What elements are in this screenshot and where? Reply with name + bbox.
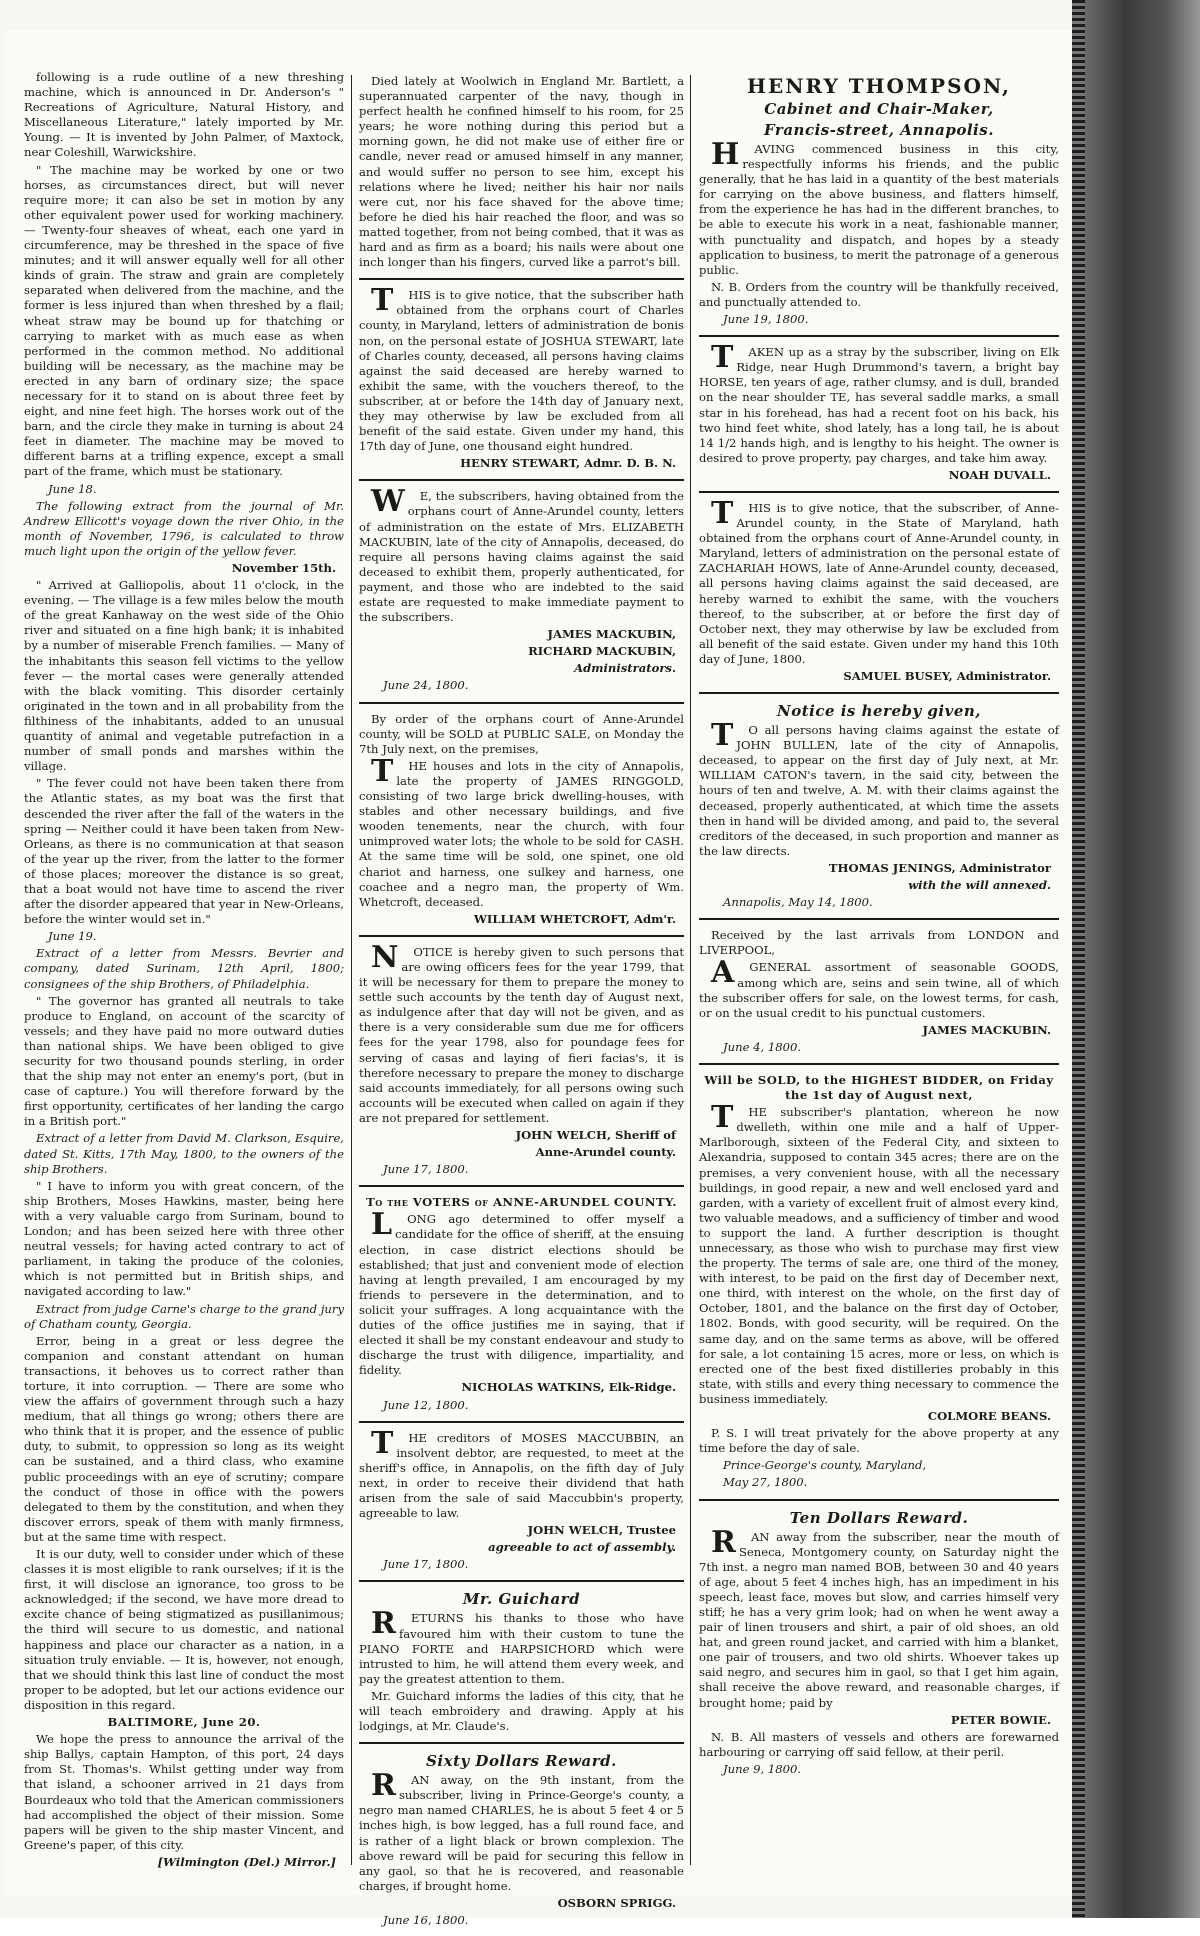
- threshing-machine-description: " The machine may be worked by one or two horses, as circumstances direct, but will never require more; it can also be set in motion by any other equivalent power used for working machinery. — Twenty-four sheaves of wheat, each one yard in circumference, may be threshed in the space of five minutes; and it will answer equally well for all other kinds of grain. The straw and grain are completely separated when delivered from the machine, and the former is less injured than when threshed by a flail; wheat straw may be bound up for thatching or carrying to market with as much ease as when performed in the common method. No additional building will be necessary, as the machine may be erected in any barn of ordinary size; the space necessary for it to stand on is about three feet by eight, and nine feet high. The horses work out of the barn, and the circle they make in turning is about 24 feet in diameter. The machine may be moved to different barns at a trifling expence, except a small part of the frame, which must be stationary.: [24, 162, 344, 479]
- bullen-date: Annapolis, May 14, 1800.: [723, 895, 873, 910]
- reward-text: RAN away, on the 9th instant, from the subscriber, living in Prince-George's county, a negro man named CHARLES, he is about 5 feet 4 or 5 inches high, is bow legged, has a full round face, and is rather of a light black or brown complexion. The above reward will be paid for securing this fellow in any gaol, so that he is recovered, and reasonable charges, if brought home.: [359, 1768, 684, 1893]
- plantation-text: THE subscriber's plantation, whereon he now dwelleth, within one mile and a half of Upper-Marlborough, sixteen of the Federal City, and sixteen to Alexandria, supposed to contain 345 acres; there are on the premises, a very convenient house, with all the necessary buildings, in good repair, a new and well enclosed yard and garden, with a variety of excellent fruit of almost every kind, two valuable meadows, and a sufficiency of timber and wood to support the land. A further description is thought unnecessary, as those who wish to purchase may first view the property. The terms of sale are, one third of the money, with interest, to be paid on the first day of December next, one third, with interest on the whole, on the first day of October, 1801, and the balance on the first day of October, 1802. Bonds, with good security, will be required. On the same day, and on the same terms as above, will be offered for sale, a lot containing 15 acres, more or less, on which is erected one of the best fixed distilleries probably in this state, with stills and every thing necessary to commence the business immediately.: [699, 1100, 1059, 1406]
- mackubin-date: June 24, 1800.: [383, 678, 469, 693]
- mackubin-role: Administrators.: [574, 661, 676, 676]
- letter-heading: Extract of a letter from David M. Clarkson, Esquire, dated St. Kitts, 17th May, 1800, to the owners of the ship Brothers.: [24, 1131, 344, 1176]
- guichard-notice: [359, 1586, 684, 1744]
- source-credit: [Wilmington (Del.) Mirror.]: [157, 1854, 336, 1869]
- thompson-address: Francis-street, Annapolis.: [764, 121, 994, 139]
- newspaper-page: [4, 30, 1074, 1928]
- voters-heading: To the VOTERS of ANNE-ARUNDEL COUNTY.: [366, 1195, 677, 1210]
- mackubin-estate-notice: [359, 485, 684, 703]
- stewart-signature: HENRY STEWART, Admr. D. B. N.: [460, 456, 676, 471]
- ten-dollars-reward-notice: [699, 1505, 1059, 1786]
- hows-estate-notice: [699, 497, 1059, 694]
- column-notices: [359, 70, 684, 1928]
- mackubin-signature: JAMES MACKUBIN,: [547, 627, 676, 642]
- column-advertisements: [699, 70, 1059, 1880]
- letter-heading: Extract of a letter from Messrs. Bevrier and company, dated Surinam, 12th April, 1800; consignees of the ship Brothers, of Philadelphia.: [24, 946, 344, 991]
- sheriff-fees-notice: [359, 941, 684, 1187]
- dateline: June 19.: [48, 929, 97, 944]
- death-notice: [359, 70, 684, 280]
- threshing-machine-text: following is a rude outline of a new threshing machine, which is announced in Dr. Anderson's " Recreations of Agriculture, Natural History, and Miscellaneous Literature," lately imported by Mr. Young. — It is invented by John Palmer, of Maxtock, near Coleshill, Warwickshire.: [24, 70, 344, 160]
- plantation-postscript: P. S. I will treat privately for the above property at any time before the day of sale.: [699, 1426, 1059, 1456]
- goods-advertisement: [699, 924, 1059, 1065]
- article-intro: The following extract from the journal of Mr. Andrew Ellicott's voyage down the river Ohio, in the month of November, 1796, is calculated to throw much light upon the origin of the yellow fever.: [24, 498, 344, 558]
- goods-signature: JAMES MACKUBIN.: [922, 1022, 1051, 1037]
- reward-note: N. B. All masters of vessels and others are forewarned harbouring or carrying off said fellow, at their peril.: [699, 1729, 1059, 1759]
- goods-date: June 4, 1800.: [723, 1039, 802, 1054]
- sale-text: THE houses and lots in the city of Annapolis, late the property of JAMES RINGGOLD, consisting of two large brick dwelling-houses, with stables and other necessary buildings, and five wooden tenements, near the church, with four unimproved water lots; the whole to be sold for CASH. At the same time will be sold, one spinet, one old chariot and harness, one sulkey and harness, one coachee and a negro man, the property of Wm. Whetcroft, deceased.: [359, 753, 684, 909]
- sale-signature: WILLIAM WHETCROFT, Adm'r.: [473, 911, 676, 926]
- stray-horse-notice: [699, 341, 1059, 493]
- mackubin-signature: RICHARD MACKUBIN,: [528, 644, 676, 659]
- creditors-date: June 17, 1800.: [383, 1557, 469, 1572]
- guichard-text: RETURNS his thanks to those who have favoured him with their custom to tune the PIANO FORTE and HARPSICHORD which were intrusted to him, he will attend them every week, and pay the greatest attention to them.: [359, 1606, 684, 1686]
- goods-intro: Received by the last arrivals from LONDON and LIVERPOOL,: [699, 928, 1059, 958]
- creditors-signature: agreeable to act of assembly.: [488, 1540, 676, 1555]
- voters-signature: NICHOLAS WATKINS, Elk-Ridge.: [461, 1380, 676, 1395]
- reward-date: June 9, 1800.: [723, 1761, 802, 1776]
- reward-signature: PETER BOWIE.: [950, 1712, 1051, 1727]
- reward-date: June 16, 1800.: [383, 1913, 469, 1928]
- charge-heading: Extract from judge Carne's charge to the grand jury of Chatham county, Georgia.: [24, 1301, 344, 1331]
- baltimore-heading: BALTIMORE, June 20.: [107, 1715, 261, 1730]
- thompson-note: N. B. Orders from the country will be thankfully received, and punctually attended to.: [699, 279, 1059, 309]
- guichard-text: Mr. Guichard informs the ladies of this city, that he will teach embroidery and drawing. Apply at his lodgings, at Mr. Claude's.: [359, 1688, 684, 1734]
- hows-estate-text: THIS is to give notice, that the subscriber, of Anne-Arundel county, in the State of Maryland, hath obtained from the orphans court of Anne-Arundel county, in Maryland, letters of administration on the personal estate of ZACHARIAH HOWS, late of Anne-Arundel county, deceased, all persons having claims against the said deceased, are hereby warned to exhibit the same, with the vouchers thereof, to the subscriber, at or before the first day of October next, they may otherwise by law be excluded from all benefit of the said estate. Given under my hand this 10th day of June, 1800.: [699, 495, 1059, 666]
- bullen-signature: with the will annexed.: [908, 878, 1051, 893]
- journal-text: " Arrived at Galliopolis, about 11 o'clock, in the evening. — The village is a few miles below the mouth of the great Kanhaway on the west side of the Ohio river and situated on a fine high bank; it is inhabited by a number of miserable French families. — Many of the inhabitants this season fell victims to the yellow fever — the mortal cases were generally attended with the black vomiting. This disorder certainly originated in the town and in all probability from the filthiness of the inhabitants, added to an unusual quantity of animal and vegetable putrefaction in a number of small ponds and marshes within the village.: [24, 578, 344, 774]
- reward-text: RAN away from the subscriber, near the mouth of Seneca, Montgomery county, on Saturday night the 7th inst. a negro man named BOB, between 30 and 40 years of age, about 5 feet 4 inches high, has an impediment in his speech, least face, moves but slow, and carries himself very stiff; he has a very grim look; had on when he went away a pair of linen trousers and shirt, a pair of old shoes, an old hat, and green round jacket, and carried with him a blanket, one pair of trousers, and two old shirts. Whoever takes up said negro, and secures him in gaol, so that I get him again, shall receive the above reward, and reasonable charges, if brought home; paid by: [699, 1524, 1059, 1710]
- reward-heading: Sixty Dollars Reward.: [426, 1752, 617, 1771]
- guichard-heading: Mr. Guichard: [462, 1590, 581, 1609]
- letter-text: " The governor has granted all neutrals to take produce to England, on account of the scarcity of vessels; and they have paid no more outward duties than national ships. We have been obliged to give security for two thousand pounds sterling, in order that the ship may not enter an enemy's port, (but in case of capture.) You will therefore forward by the first opportunity, certificates of her landing the cargo in a British port.": [24, 993, 344, 1129]
- bullen-text: TO all persons having claims against the estate of JOHN BULLEN, late of the city of Annapolis, deceased, to appear on the first day of July next, at Mr. WILLIAM CATON's tavern, in the said city, between the hours of ten and twelve, A. M. with their claims against the deceased, properly authenticated, at which time the assets then in hand will be divided among, and paid to, the several creditors of the deceased, in such proportion and manner as the law directs.: [699, 718, 1059, 858]
- stewart-notice-text: THIS is to give notice, that the subscriber hath obtained from the orphans court of Charles county, in Maryland, letters of administration de bonis non, on the personal estate of JOSHUA STEWART, late of Charles county, deceased, all persons having claims against the said deceased are hereby warned to exhibit the same, with the vouchers thereof, to the subscriber, at or before the 14th day of January next, they may otherwise by law be excluded from all benefit of the said estate. Given under my hand, this 17th day of June, one thousand eight hundred.: [359, 283, 684, 454]
- sheriff-signature: Anne-Arundel county.: [535, 1145, 676, 1160]
- plantation-sale-notice: [699, 1069, 1059, 1501]
- bullen-signature: THOMAS JENINGS, Administrator: [828, 860, 1051, 875]
- creditors-signature: JOHN WELCH, Trustee: [527, 1523, 676, 1538]
- goods-text: AGENERAL assortment of seasonable GOODS, among which are, seins and sein twine, all of which the subscriber offers for sale, on the lowest terms, for cash, or on the usual credit to his punctual customers.: [699, 955, 1059, 1020]
- journal-date: November 15th.: [231, 561, 336, 575]
- voters-notice: [359, 1191, 684, 1422]
- plantation-heading: Will be SOLD, to the HIGHEST BIDDER, on Friday the 1st day of August next,: [704, 1072, 1054, 1103]
- reward-heading: Ten Dollars Reward.: [789, 1508, 969, 1527]
- voters-date: June 12, 1800.: [383, 1397, 469, 1412]
- plantation-signature: COLMORE BEANS.: [927, 1409, 1051, 1424]
- ringgold-sale-notice: [359, 708, 684, 937]
- book-spine: [1085, 0, 1200, 1918]
- sheriff-date: June 17, 1800.: [383, 1162, 469, 1177]
- column-rule: [351, 75, 352, 1865]
- stray-horse-text: TAKEN up as a stray by the subscriber, living on Elk Ridge, near Hugh Drummond's tavern, a bright bay HORSE, ten years of age, rather clumsy, and is dull, branded on the near shoulder TE, has several saddle marks, a small star in his forehead, has had a recent foot on his back, his two hind feet white, shod lately, has a long tail, he is about 14 1/2 hands high, and is lengthy to his height. The owner is desired to prove property, pay charges, and take him away.: [699, 340, 1059, 465]
- plantation-location: Prince-George's county, Maryland,: [723, 1458, 927, 1473]
- bullen-heading: Notice is hereby given,: [776, 702, 981, 721]
- stewart-notice: [359, 284, 684, 481]
- letter-text: " I have to inform you with great concern, of the ship Brothers, Moses Hawkins, master, being here with a very valuable cargo from Surinam, bound to London; and has been seized here with three other neutral vessels; for having acted contrary to act of parliament, in taking the produce of the colonies, which is not permitted but in British ships, and navigated according to law.": [24, 1178, 344, 1299]
- thompson-text: HAVING commenced business in this city, respectfully informs his friends, and the public generally, that he has laid in a quantity of the best materials for carrying on the above business, and flatters himself, from the experience he has had in the different branches, to be able to execute his work in a neat, fashionable manner, with punctuality and dispatch, and hopes by a steady application to business, to merit the patronage of a generous public.: [699, 137, 1059, 277]
- column-news: [24, 70, 344, 1880]
- charge-text: It is our duty, well to consider under which of these classes it is most eligible to rank ourselves; if it is the first, it will disclose an ignorance, too gross to be acknowledged; if the second, we have more dread to excite chance of being stigmatized as pusillanimous; the third will secure to us domestic, and national happiness and place our character as a nation, in a situation truly enviable. — It is, however, not enough, that we should think this last line of conduct the most proper to be adopted, but let our actions evidence our disposition in this regard.: [24, 1547, 344, 1712]
- death-notice-text: Died lately at Woolwich in England Mr. Bartlett, a superannuated carpenter of the navy, though in perfect health he confined himself to his room, for 25 years; he wore nothing during this period but a morning gown, he did not make use of either fire or candle, never read or amused himself in any manner, and would suffer no person to see him, except his relations where he lived; neither his hair nor nails were cut, nor his face shaved for the above time; before he died his hair reached the floor, and was so matted together, from not being combed, that it was as hard and as firm as a board; his nails were about one inch longer than his fingers, curved like a parrot's bill.: [359, 74, 684, 270]
- creditors-notice: [359, 1427, 684, 1583]
- thompson-date: June 19, 1800.: [723, 312, 809, 327]
- thompson-advertisement: [699, 70, 1059, 337]
- mackubin-notice-text: WE, the subscribers, having obtained from the orphans court of Anne-Arundel county, letters of administration on the estate of Mrs. ELIZABETH MACKUBIN, late of the city of Annapolis, deceased, do require all persons having claims against the said deceased to exhibit them, properly authenticated, for payment, and those who are indebted to the said estate are requested to make immediate payment to the subscribers.: [359, 484, 684, 625]
- reward-signature: OSBORN SPRIGG.: [557, 1895, 676, 1910]
- creditors-text: THE creditors of MOSES MACCUBBIN, an insolvent debtor, are requested, to meet at the sheriff's office, in Annapolis, on the fifth day of July next, in order to receive their dividend that hath arisen from the sale of said Maccubbin's property, agreeable to law.: [359, 1425, 684, 1521]
- thompson-trade: Cabinet and Chair-Maker,: [764, 100, 994, 118]
- column-rule: [690, 75, 691, 1865]
- sheriff-signature: JOHN WELCH, Sheriff of: [515, 1128, 676, 1142]
- page-edge: [1072, 0, 1086, 1918]
- plantation-date: May 27, 1800.: [723, 1475, 808, 1490]
- stray-horse-signature: NOAH DUVALL.: [948, 467, 1051, 482]
- charge-text: Error, being in a great or less degree the companion and constant attendant on human transactions, it behoves us to correct rather than torture, it into corruption. — There are some who view the affairs of government through such a hazy medium, that all things go wrong; others there are who think that it is proper, and the essence of public duty, to submit, to oppression so long as its weight can be sustained, and a third class, who examine public proceedings with an eye of scrutiny; compare the conduct of those in office with the powers delegated to them by the constitution, and when they discover errors, speak of them with manly firmness, but at the same time with respect.: [24, 1333, 344, 1544]
- bullen-estate-notice: [699, 698, 1059, 920]
- sixty-dollars-reward-notice: [359, 1748, 684, 1936]
- sale-heading: By order of the orphans court of Anne-Arundel county, will be SOLD at PUBLIC SALE, on Monday the 7th July next, on the premises,: [359, 711, 684, 756]
- hows-estate-signature: SAMUEL BUSEY, Administrator.: [843, 669, 1051, 683]
- voters-text: LONG ago determined to offer myself a candidate for the office of sheriff, at the ensuing election, in case district elections should be established; that just and convenient mode of election having at length prevailed, I am encouraged by my friends to persevere in the determination, and to solicit your suffrages. A long acquaintance with the duties of the office justifies me in saying, that if elected it shall be my constant endeavour and study to discharge the trust with diligence, impartiality, and fidelity.: [359, 1207, 684, 1378]
- thompson-name: HENRY THOMPSON,: [747, 74, 1011, 98]
- sheriff-fees-text: NOTICE is hereby given to such persons that are owing officers fees for the year 1799, that it will be necessary for them to prepare the money to settle such accounts by the tenth day of August next, as indulgence after that day will not be given, and as there is a very considerable sum due me for officers fees for the year 1798, also for poundage fees for serving of casas and laying of fieri facias's, it is therefore necessary to prepare the money to discharge said accounts immediately, for all persons owing such accounts will be executed when called on again if they are not prepared for settlement.: [359, 939, 684, 1125]
- journal-text: " The fever could not have been taken there from the Atlantic states, as my boat was the first that descended the river after the fall of the waters in the spring — Neither could it have been taken from New-Orleans, as there is no communication at that season of the year up the river, from the latter to the former of those places; moreover the distance is so great, that a boat would not have time to ascend the river after the disorder appeared that year in New-Orleans, before the winter would set in.": [24, 776, 344, 927]
- dateline: June 18.: [48, 481, 97, 496]
- baltimore-text: We hope the press to announce the arrival of the ship Ballys, captain Hampton, of this port, 24 days from St. Thomas's. Whilst getting under way from that island, a schooner arrived in 21 days from Bourdeaux who told that the American commissioners had accomplished the object of their mission. Some papers will be given to the ship master Vincent, and Greene's paper, of this city.: [24, 1732, 344, 1852]
